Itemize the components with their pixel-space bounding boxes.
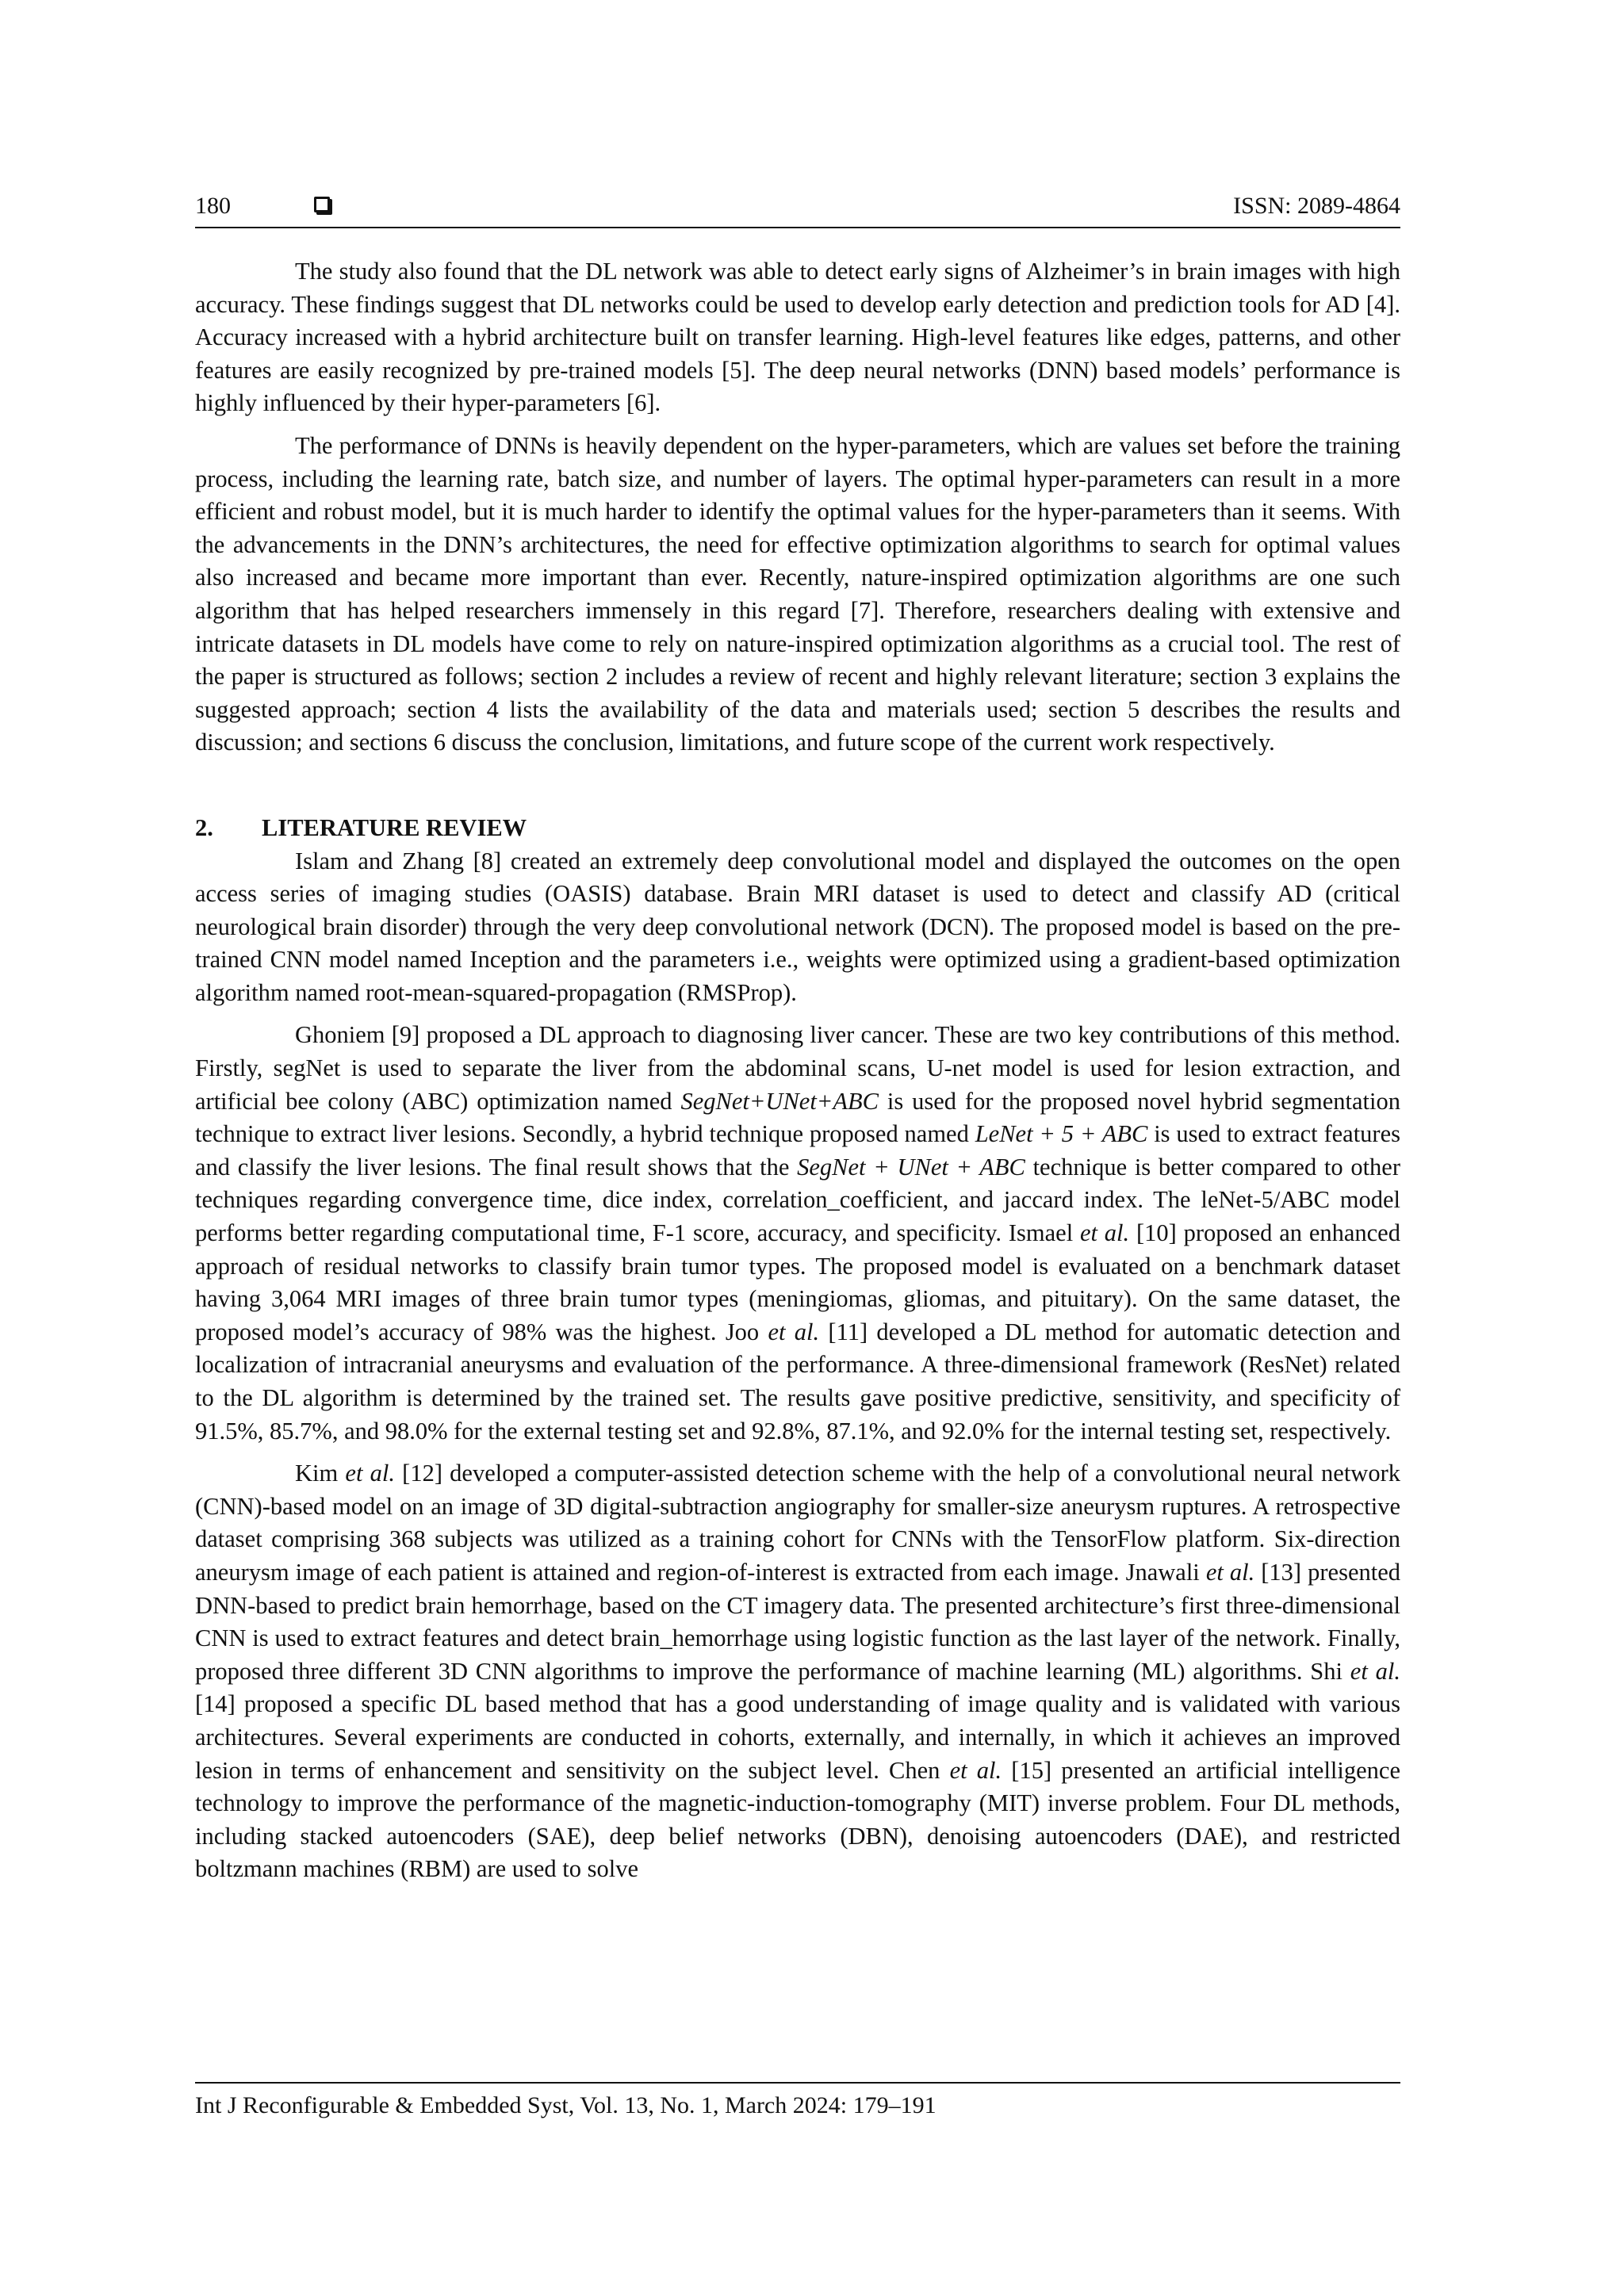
text-run: technique is better compared to other techniques regarding convergence time, dice index, correlation_coefficient, and jaccard index. The leNet-5/ABC model performs better regarding computational time, F-1 score, accuracy, and specificity. Ismael xyxy=(195,1153,1400,1247)
text-run: [15] presented an artificial intelligence technology to improve the performance of the magnetic-induction-tomography (MIT) inverse problem. Four DL methods, including stacked autoencoders (SAE), deep belief networks (DBN), denoising autoencoders (DAE), and restricted boltzmann machines (RBM) are used to solve xyxy=(195,1756,1400,1883)
text-run: Ghoniem [9] proposed a DL approach to diagnosing liver cancer. These are two key contributions of this method. Firstly, segNet is used to separate the liver from the abdominal scans, U-net model is used for lesion extraction, and artificial bee colony (ABC) optimization named xyxy=(195,1021,1400,1115)
math-expression: SegNet + UNet + ABC xyxy=(797,1153,1025,1181)
math-expression: SegNet+UNet+ABC xyxy=(680,1087,879,1115)
text-run: Kim xyxy=(295,1460,346,1487)
footer-rule xyxy=(195,2082,1400,2084)
literature-paragraph-1: Islam and Zhang [8] created an extremely deep convolutional model and displayed the outcomes on the open access series of imaging studies (OASIS) database. Brain MRI dataset is used to detect and classify AD (critical neurological brain disorder) through the very deep convolutional network (DCN). The proposed model is based on the pre-trained CNN model named Inception and the parameters i.e., weights were optimized using a gradient-based optimization algorithm named root-mean-squared-propagation (RMSProp). xyxy=(195,847,1400,1006)
math-expression: LeNet + 5 + ABC xyxy=(975,1120,1148,1148)
issn-label: ISSN: 2089-4864 xyxy=(1233,193,1400,219)
et-al: et al. xyxy=(1079,1219,1130,1247)
footer-citation: Int J Reconfigurable & Embedded Syst, Vol. 13, No. 1, March 2024: 179–191 xyxy=(195,2092,936,2118)
et-al: et al. xyxy=(949,1756,1002,1784)
text-run: [11] developed a DL method for automatic detection and localization of intracranial aneurysms and evaluation of the performance. A three-dimensional framework (ResNet) related to the DL algorithm is determined by the trained set. The results gave positive predictive, sensitivity, and specificity of 91.5%, 85.7%, and 98.0% for the external testing set and 92.8%, 87.1%, and 92.0% for the internal testing set, respectively. xyxy=(195,1318,1400,1445)
et-al: et al. xyxy=(345,1460,395,1487)
page-number: 180 xyxy=(195,193,231,219)
et-al: et al. xyxy=(1350,1657,1400,1685)
running-header xyxy=(195,190,1400,228)
literature-paragraph-2 xyxy=(195,1019,1400,1448)
section-title: LITERATURE REVIEW xyxy=(262,813,527,841)
intro-paragraph-1: The study also found that the DL network was able to detect early signs of Alzheimer’s in brain images with high accuracy. These findings suggest that DL networks could be used to develop early detection and prediction tools for AD [4]. Accuracy increased with a hybrid architecture built on transfer learning. High-level features like edges, patterns, and other features are easily recognized by pre-trained models [5]. The deep neural networks (DNN) based models’ performance is highly influenced by their hyper-parameters [6]. xyxy=(195,258,1400,417)
text-run: is used to extract features and classify the liver lesions. The final result shows that the xyxy=(195,1120,1400,1181)
checkbox-square-icon xyxy=(314,197,330,212)
text-run: [14] proposed a specific DL based method that has a good understanding of image quality and is validated with various architectures. Several experiments are conducted in cohorts, externally, and internally, in which it achieves an improved lesion in terms of enhancement and sensitivity on the subject level. Chen xyxy=(195,1690,1400,1784)
et-al: et al. xyxy=(768,1318,820,1345)
et-al: et al. xyxy=(1205,1558,1255,1586)
text-run: [12] developed a computer-assisted detection scheme with the help of a convolutional neural network (CNN)-based model on an image of 3D digital-subtraction angiography for smaller-size aneurysm ruptures. A retrospective dataset comprising 368 subjects was utilized as a training cohort for CNNs with the TensorFlow platform. Six-direction aneurysm image of each patient is attained and region-of-interest is extracted from each image. Jnawali xyxy=(195,1460,1400,1586)
text-run: is used for the proposed novel hybrid segmentation technique to extract liver lesions. Secondly, a hybrid technique proposed named xyxy=(195,1087,1400,1148)
page-body xyxy=(195,255,1400,1886)
text-run: [13] presented DNN-based to predict brain hemorrhage, based on the CT imagery data. The presented architecture’s first three-dimensional CNN is used to extract features and detect brain_hemorrhage using logistic function as the last layer of the network. Finally, proposed three different 3D CNN algorithms to improve the performance of machine learning (ML) algorithms. Shi xyxy=(195,1558,1400,1685)
section-heading-literature-review xyxy=(195,812,1400,845)
literature-paragraph-3 xyxy=(195,1457,1400,1886)
text-run: [10] proposed an enhanced approach of residual networks to classify brain tumor types. The proposed model is evaluated on a benchmark dataset having 3,064 MRI images of three brain tumor types (meningiomas, gliomas, and pituitary). On the same dataset, the proposed model’s accuracy of 98% was the highest. Joo xyxy=(195,1219,1400,1345)
intro-paragraph-2: The performance of DNNs is heavily dependent on the hyper-parameters, which are values set before the training process, including the learning rate, batch size, and number of layers. The optimal hyper-parameters can result in a more efficient and robust model, but it is much harder to identify the optimal values for the hyper-parameters than it seems. With the advancements in the DNN’s architectures, the need for effective optimization algorithms to search for optimal values also increased and became more important than ever. Recently, nature-inspired optimization algorithms are one such algorithm that has helped researchers immensely in this regard [7]. Therefore, researchers dealing with extensive and intricate datasets in DL models have come to rely on nature-inspired optimization algorithms as a crucial tool. The rest of the paper is structured as follows; section 2 includes a review of recent and highly relevant literature; section 3 explains the suggested approach; section 4 lists the availability of the data and materials used; section 5 describes the results and discussion; and sections 6 discuss the conclusion, limitations, and future scope of the current work respectively. xyxy=(195,431,1400,756)
section-number: 2. xyxy=(195,813,213,841)
